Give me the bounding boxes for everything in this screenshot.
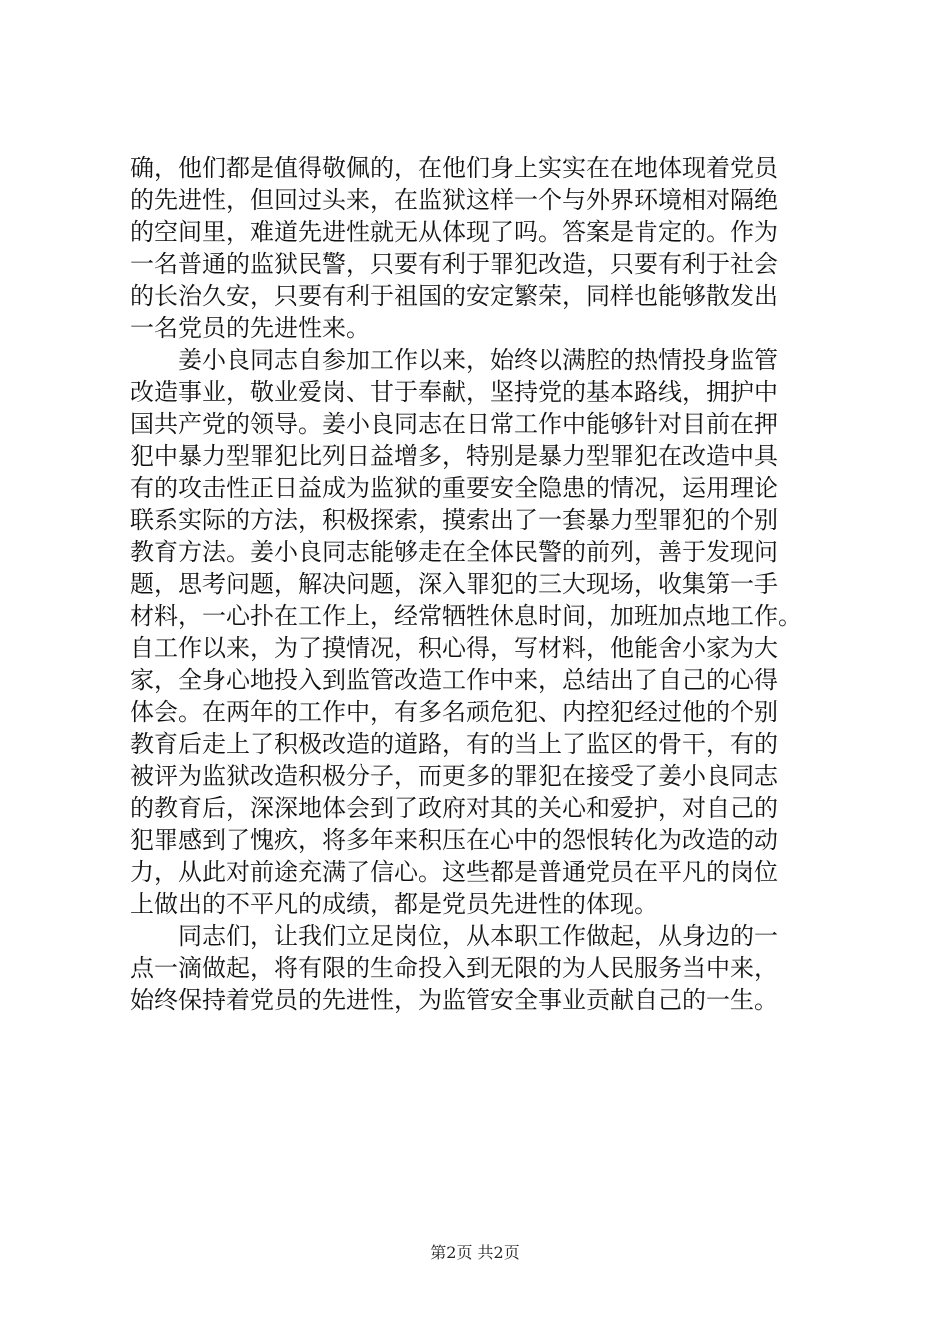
text-line: 的先进性，但回过头来，在监狱这样一个与外界环境相对隔绝 [130, 186, 778, 214]
text-line: 犯中暴力型罪犯比列日益增多，特别是暴力型罪犯在改造中具 [130, 442, 778, 470]
text-line: 教育后走上了积极改造的道路，有的当上了监区的骨干，有的 [130, 730, 778, 758]
text-line: 联系实际的方法，积极探索，摸索出了一套暴力型罪犯的个别 [130, 506, 778, 534]
text-line: 自工作以来，为了摸情况，积心得，写材料，他能舍小家为大 [130, 634, 778, 662]
text-line: 上做出的不平凡的成绩，都是党员先进性的体现。 [130, 890, 658, 918]
text-line: 体会。在两年的工作中，有多名顽危犯、内控犯经过他的个别 [130, 698, 778, 726]
text-line: 教育方法。姜小良同志能够走在全体民警的前列，善于发现问 [130, 538, 778, 566]
text-line: 一名普通的监狱民警，只要有利于罪犯改造，只要有利于社会 [130, 250, 778, 278]
text-line: 有的攻击性正日益成为监狱的重要安全隐患的情况，运用理论 [130, 474, 778, 502]
text-line: 题，思考问题，解决问题，深入罪犯的三大现场，收集第一手 [130, 570, 778, 598]
text-line: 国共产党的领导。姜小良同志在日常工作中能够针对目前在押 [130, 410, 778, 438]
text-line: 力，从此对前途充满了信心。这些都是普通党员在平凡的岗位 [130, 858, 778, 886]
text-line: 姜小良同志自参加工作以来，始终以满腔的热情投身监管 [130, 346, 778, 374]
text-line: 材料，一心扑在工作上，经常牺牲休息时间，加班加点地工作。 [130, 602, 802, 630]
text-line: 确，他们都是值得敬佩的，在他们身上实实在在地体现着党员 [130, 154, 778, 182]
text-line: 犯罪感到了愧疚，将多年来积压在心中的怨恨转化为改造的动 [130, 826, 778, 854]
text-line: 一名党员的先进性来。 [130, 314, 370, 342]
text-line: 的长治久安，只要有利于祖国的安定繁荣，同样也能够散发出 [130, 282, 778, 310]
text-line: 始终保持着党员的先进性，为监管安全事业贡献自己的一生。 [130, 986, 778, 1014]
page-number-footer: 第2页 共2页 [430, 1243, 520, 1262]
text-line: 家，全身心地投入到监管改造工作中来，总结出了自己的心得 [130, 666, 778, 694]
text-line: 的空间里，难道先进性就无从体现了吗。答案是肯定的。作为 [130, 218, 778, 246]
text-line: 点一滴做起，将有限的生命投入到无限的为人民服务当中来， [130, 954, 778, 982]
text-line: 的教育后，深深地体会到了政府对其的关心和爱护，对自己的 [130, 794, 778, 822]
text-line: 被评为监狱改造积极分子，而更多的罪犯在接受了姜小良同志 [130, 762, 778, 790]
body-text [130, 152, 825, 1016]
text-line: 同志们，让我们立足岗位，从本职工作做起，从身边的一 [130, 922, 778, 950]
text-line: 改造事业，敬业爱岗、甘于奉献，坚持党的基本路线，拥护中 [130, 378, 778, 406]
